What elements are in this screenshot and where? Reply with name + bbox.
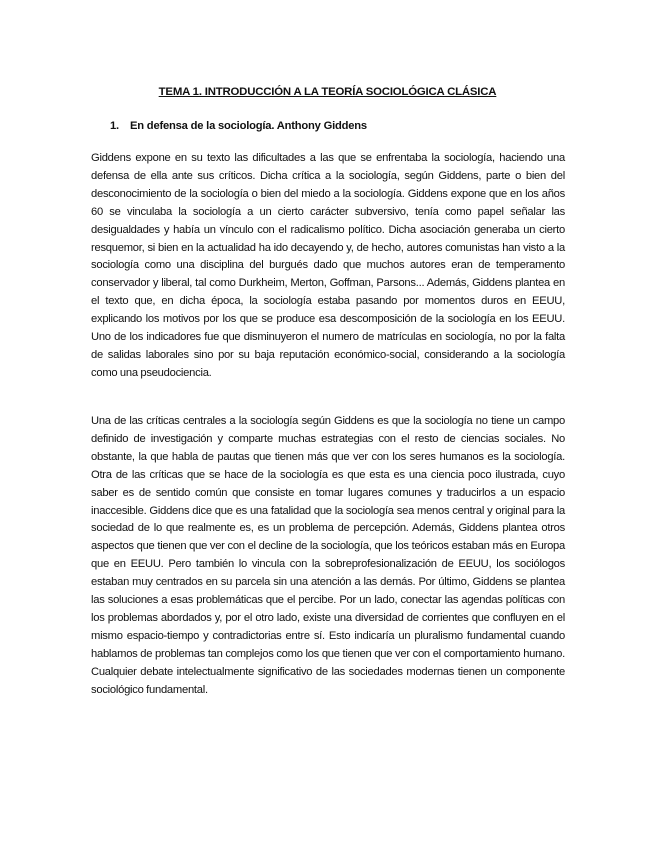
section-number: 1. bbox=[110, 120, 119, 132]
body-paragraph-2: Una de las críticas centrales a la sociología según Giddens es que la sociología no tiene un campo definido de investigación y comparte muchas estrategias con el resto de ciencias sociales. No obstante, la que habla de pautas que tienen más que ver con los seres humanos es la sociología. Otra de las críticas que se hace de la sociología es que esta es una ciencia poco ilustrada, cuyo saber es de sentido común que consiste en tomar lugares comunes y traducirlos a un espacio inaccesible. Giddens dice que es una fatalidad que la sociología sea menos central y original para la sociedad de lo que realmente es, es un problema de percepción. Además, Giddens plantea otros aspectos que tienen que ver con el decline de la sociología, que los teóricos estaban más en Europa que en EEUU. Pero también lo vincula con la sobreprofesionalización de EEUU, los sociólogos estaban muy centrados en su parcela sin una atención a las demás. Por último, Giddens se plantea las soluciones a esas problemáticas que el percibe. Por un lado, conectar las agendas políticas con los problemas abordados y, por el otro lado, existe una diversidad de corrientes que confluyen en el mismo espacio-tiempo y contradictorias entre sí. Esto indicaría un pluralismo fundamental cuando hablamos de problemas tan complejos como los que tienen que ver con el comportamiento humano. Cualquier debate intelectualmente significativo de las sociedades modernas tienen un componente sociológico fundamental. bbox=[91, 415, 565, 696]
document-title: TEMA 1. INTRODUCCIÓN A LA TEORÍA SOCIOLÓGICA CLÁSICA bbox=[158, 86, 497, 98]
body-paragraph-1: Giddens expone en su texto las dificultades a las que se enfrentaba la sociología, haciendo una defensa de ella ante sus críticos. Dicha crítica a la sociología, según Giddens, parte o bien del desconocimiento de la sociología o bien del miedo a la sociología. Giddens expone que en los años 60 se vinculaba la sociología a un cierto carácter subversivo, tenía como papel señalar las desigualdades y había un vínculo con el radicalismo político. Dicha asociación generaba un cierto resquemor, si bien en la actualidad ha ido decayendo y, de hecho, autores comunistas han visto a la sociología como una disciplina del burgués dado que muchos autores eran de temperamento conservador y liberal, tal como Durkheim, Merton, Goffman, Parsons... Además, Giddens plantea en el texto que, en dicha época, la sociología estaba pasando por momentos duros en EEUU, explicando los motivos por los que se produce esa descomposición de la sociología en los EEUU. Uno de los indicadores fue que disminuyeron el numero de matrículas en sociología, no por la falta de salidas laborales sino por su baja reputación económico-social, considerando a la sociología como una pseudociencia. bbox=[91, 152, 565, 379]
section-heading bbox=[110, 120, 367, 132]
section-heading-text: En defensa de la sociología. Anthony Giddens bbox=[130, 120, 367, 132]
